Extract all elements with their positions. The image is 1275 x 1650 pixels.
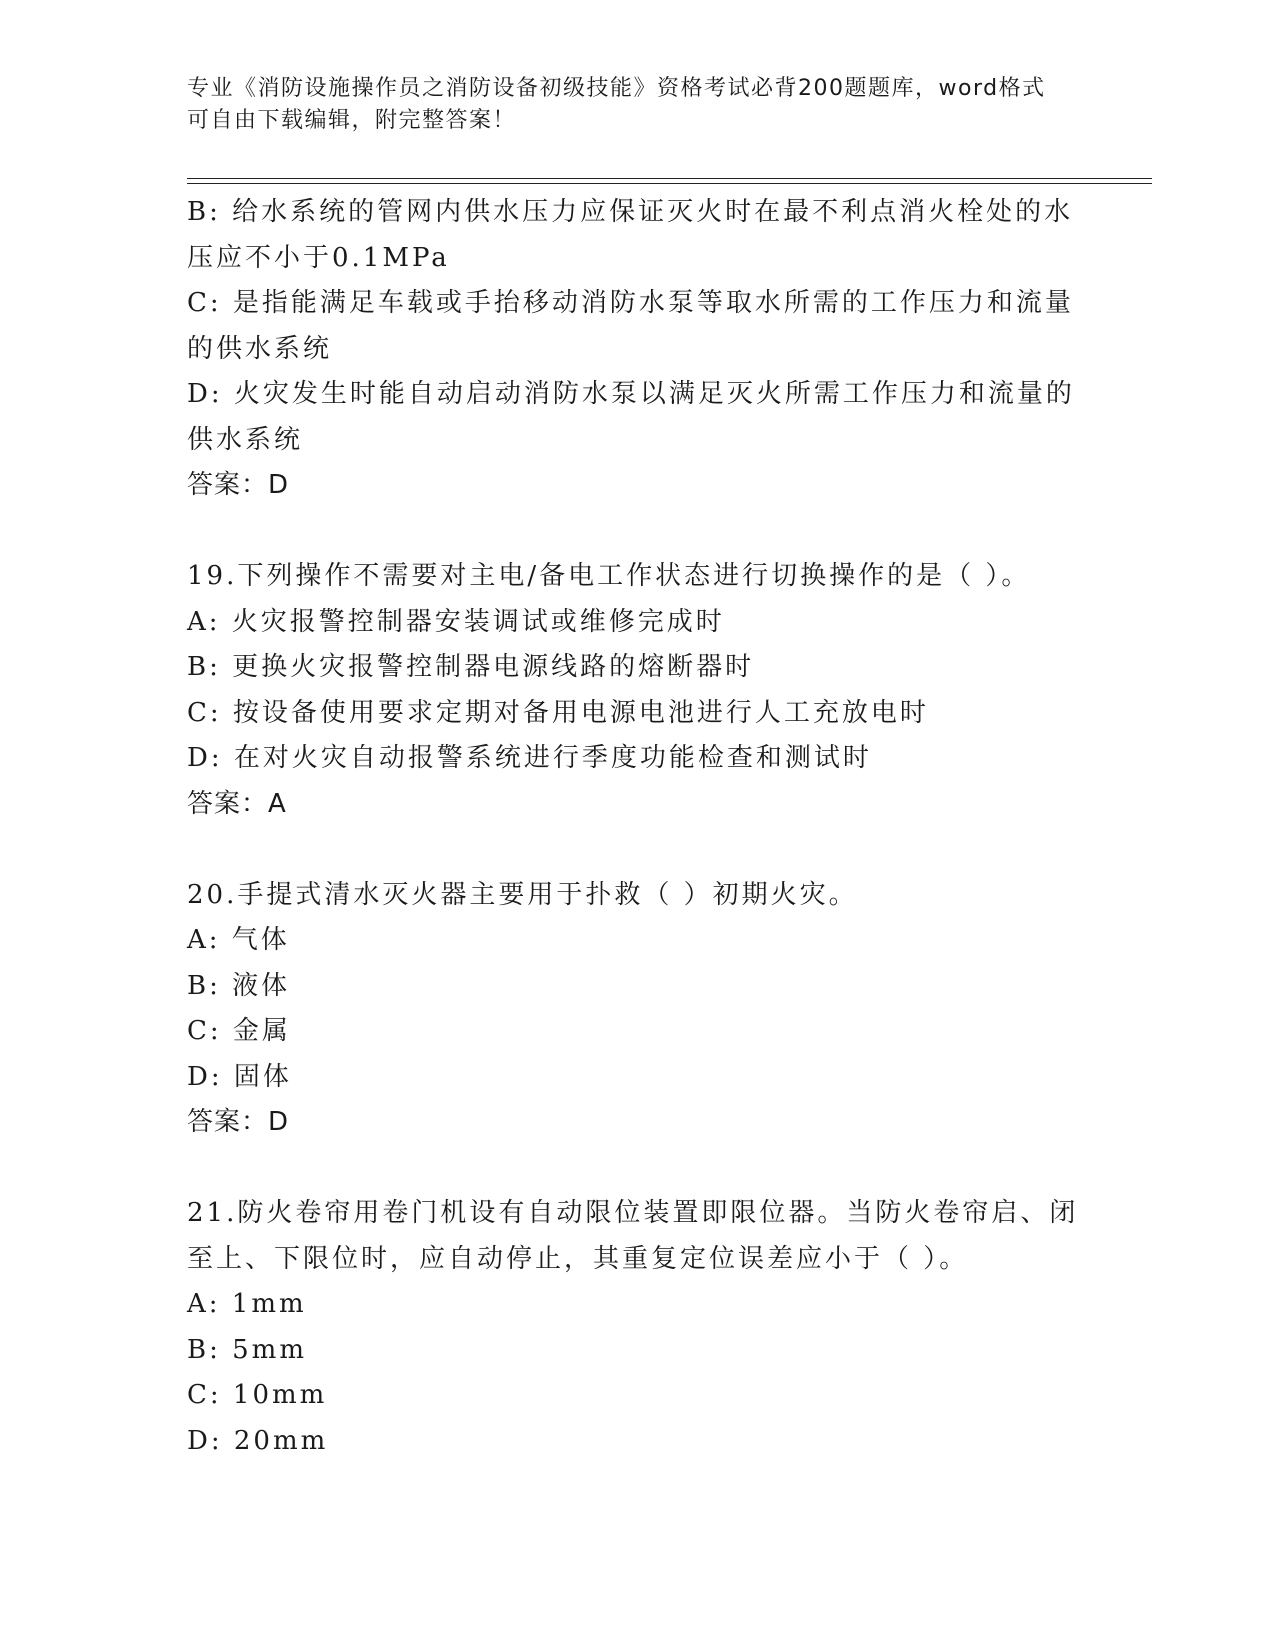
header-divider-top xyxy=(187,178,1152,179)
question-19-block xyxy=(187,554,1087,827)
question-19-option-a: A: 火灾报警控制器安装调试或维修完成时 xyxy=(187,606,725,637)
header-divider-bottom xyxy=(187,183,1152,184)
question-21-option-b: B: 5mm xyxy=(187,1334,307,1365)
question-19-answer: 答案：A xyxy=(187,788,287,819)
question-19-option-d: D: 在对火灾自动报警系统进行季度功能检查和测试时 xyxy=(187,743,872,773)
spacer xyxy=(187,1146,1087,1192)
question-20-answer: 答案：D xyxy=(187,1107,290,1137)
question-20-option-b: B: 液体 xyxy=(187,970,291,1001)
previous-question-block xyxy=(187,190,1087,509)
question-21-text-line-2: 至上、下限位时，应自动停止，其重复定位误差应小于（ ）。 xyxy=(187,1243,969,1274)
option-d-line-2: 供水系统 xyxy=(187,424,304,455)
question-21-option-d: D: 20mm xyxy=(187,1425,329,1456)
question-20-block xyxy=(187,873,1087,1146)
question-20-text: 20.手提式清水灭火器主要用于扑救（ ）初期火灾。 xyxy=(187,879,858,910)
option-d-line-1: D: 火灾发生时能自动启动消防水泵以满足灭火所需工作压力和流量的 xyxy=(187,379,1075,409)
answer-label: 答案：D xyxy=(187,470,290,500)
question-21-block xyxy=(187,1191,1087,1464)
question-19-option-c: C: 按设备使用要求定期对备用电源电池进行人工充放电时 xyxy=(187,697,929,728)
option-c-line-2: 的供水系统 xyxy=(187,333,333,364)
question-content xyxy=(187,190,1087,1464)
document-header: 专业《消防设施操作员之消防设备初级技能》资格考试必背200题题库，word格式可自由下载编辑，附完整答案！ xyxy=(187,76,1046,133)
option-c-line-1: C: 是指能满足车载或手抬移动消防水泵等取水所需的工作压力和流量 xyxy=(187,288,1074,318)
question-19-text: 19.下列操作不需要对主电/备电工作状态进行切换操作的是（ ）。 xyxy=(187,561,1031,591)
option-b-line-2: 压应不小于0.1MPa xyxy=(187,242,450,273)
question-20-option-d: D: 固体 xyxy=(187,1061,292,1092)
spacer xyxy=(187,827,1087,873)
question-20-option-a: A: 气体 xyxy=(187,925,290,955)
question-21-text-line-1: 21.防火卷帘用卷门机设有自动限位装置即限位器。当防火卷帘启、闭 xyxy=(187,1198,1079,1228)
question-21-option-a: A: 1mm xyxy=(187,1289,307,1319)
question-19-option-b: B: 更换火灾报警控制器电源线路的熔断器时 xyxy=(187,652,755,682)
question-20-option-c: C: 金属 xyxy=(187,1016,291,1046)
question-21-option-c: C: 10mm xyxy=(187,1380,328,1410)
option-b-line-1: B: 给水系统的管网内供水压力应保证灭火时在最不利点消火栓处的水 xyxy=(187,197,1074,227)
spacer xyxy=(187,509,1087,555)
